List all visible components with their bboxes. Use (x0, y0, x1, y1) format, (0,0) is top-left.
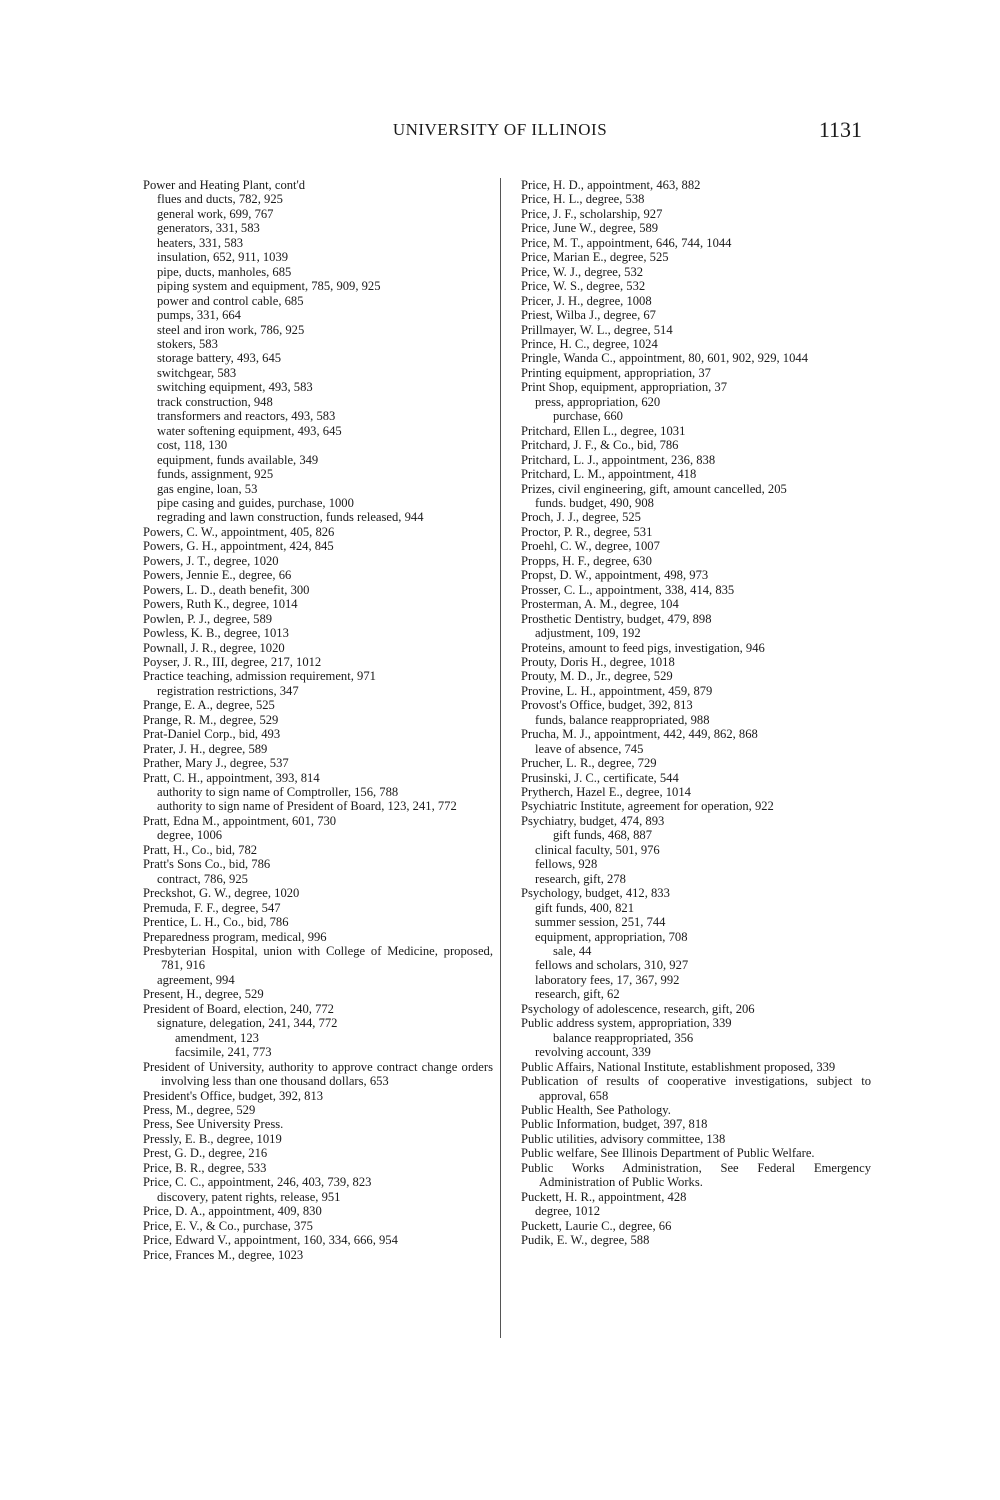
index-entry: Price, W. J., degree, 532 (521, 264, 644, 279)
index-entry: Presbyterian Hospital, union with College of Medicine, proposed, 781, 916 (143, 944, 493, 973)
index-entry: track construction, 948 (157, 394, 273, 409)
index-entry: Price, June W., degree, 589 (521, 221, 659, 236)
index-entry: contract, 786, 925 (157, 871, 248, 886)
index-entry: Preckshot, G. W., degree, 1020 (143, 886, 300, 901)
index-entry: Pratt, C. H., appointment, 393, 814 (143, 770, 320, 785)
index-entry: Prizes, civil engineering, gift, amount cancelled, 205 (521, 481, 787, 496)
index-entry: leave of absence, 745 (535, 741, 644, 756)
index-entry: Pownall, J. R., degree, 1020 (143, 640, 285, 655)
index-entry: water softening equipment, 493, 645 (157, 423, 342, 438)
index-entry: switchgear, 583 (157, 365, 237, 380)
index-entry: fellows and scholars, 310, 927 (535, 958, 689, 973)
index-entry: Prosser, C. L., appointment, 338, 414, 835 (521, 582, 735, 597)
index-entry: Proctor, P. R., degree, 531 (521, 524, 653, 539)
index-entry: signature, delegation, 241, 344, 772 (157, 1016, 338, 1031)
index-entry: purchase, 660 (553, 409, 623, 424)
index-entry: Powers, Ruth K., degree, 1014 (143, 597, 298, 612)
index-entry: equipment, funds available, 349 (157, 452, 319, 467)
index-entry: summer session, 251, 744 (535, 915, 666, 930)
index-entry: Puckett, Laurie C., degree, 66 (521, 1218, 672, 1233)
index-entry: regrading and lawn construction, funds released, 944 (157, 510, 424, 525)
index-entry: Price, H. L., degree, 538 (521, 192, 645, 207)
index-entry: Prather, Mary J., degree, 537 (143, 756, 289, 771)
index-entry: Pratt, Edna M., appointment, 601, 730 (143, 813, 337, 828)
index-entry: clinical faculty, 501, 976 (535, 842, 660, 857)
index-entry: degree, 1012 (535, 1204, 601, 1219)
index-entry: piping system and equipment, 785, 909, 925 (157, 279, 381, 294)
index-entry: Public welfare, See Illinois Department of Public Welfare. (521, 1146, 815, 1161)
index-entry: authority to sign name of Comptroller, 156, 788 (157, 785, 399, 800)
index-entry: Psychology of adolescence, research, gift, 206 (521, 1001, 755, 1016)
index-entry: discovery, patent rights, release, 951 (157, 1189, 341, 1204)
index-entry: Pritchard, L. J., appointment, 236, 838 (521, 452, 716, 467)
index-entry: press, appropriation, 620 (535, 394, 661, 409)
index-entry: Psychiatric Institute, agreement for operation, 922 (521, 799, 774, 814)
index-entry: switching equipment, 493, 583 (157, 380, 313, 395)
index-entry: Pritchard, J. F., & Co., bid, 786 (521, 438, 679, 453)
index-entry: pumps, 331, 664 (157, 308, 241, 323)
index-entry: Prouty, Doris H., degree, 1018 (521, 654, 675, 669)
index-entry: Price, Frances M., degree, 1023 (143, 1247, 304, 1262)
index-entry: Preparedness program, medical, 996 (143, 929, 327, 944)
index-entry: Price, Marian E., degree, 525 (521, 250, 669, 265)
index-entry: Public address system, appropriation, 339 (521, 1016, 732, 1031)
index-entry: Price, W. S., degree, 532 (521, 279, 646, 294)
index-entry: funds, assignment, 925 (157, 467, 274, 482)
index-entry: Prytherch, Hazel E., degree, 1014 (521, 785, 691, 800)
index-entry: Price, C. C., appointment, 246, 403, 739, 823 (143, 1175, 372, 1190)
index-entry: research, gift, 62 (535, 987, 620, 1002)
index-entry: Public utilities, advisory committee, 138 (521, 1131, 726, 1146)
index-entry: Prentice, L. H., Co., bid, 786 (143, 915, 289, 930)
index-entry: adjustment, 109, 192 (535, 626, 641, 641)
index-entry: Puckett, H. R., appointment, 428 (521, 1189, 687, 1204)
index-entry: Public Information, budget, 397, 818 (521, 1117, 708, 1132)
index-entry: Power and Heating Plant, cont'd (143, 178, 306, 192)
index-entry: Prange, E. A., degree, 525 (143, 698, 275, 713)
index-entry: Press, M., degree, 529 (143, 1103, 256, 1117)
index-entry: sale, 44 (553, 944, 592, 959)
index-entry: Public Affairs, National Institute, establishment proposed, 339 (521, 1059, 836, 1074)
index-entry: Powers, L. D., death benefit, 300 (143, 582, 310, 597)
index-entry: pipe casing and guides, purchase, 1000 (157, 495, 354, 510)
index-entry: balance reappropriated, 356 (553, 1030, 694, 1045)
index-entry: gift funds, 468, 887 (553, 828, 652, 843)
index-entry: cost, 118, 130 (157, 438, 228, 453)
index-entry: research, gift, 278 (535, 871, 626, 886)
index-entry: transformers and reactors, 493, 583 (157, 409, 336, 424)
index-entry: Pricer, J. H., degree, 1008 (521, 293, 652, 308)
index-entry: Price, D. A., appointment, 409, 830 (143, 1204, 322, 1219)
index-entry: Prat-Daniel Corp., bid, 493 (143, 727, 281, 742)
index-entry: Pudik, E. W., degree, 588 (521, 1233, 650, 1248)
index-entry: Prosthetic Dentistry, budget, 479, 898 (521, 611, 712, 626)
index-entry: Premuda, F. F., degree, 547 (143, 900, 281, 915)
index-entry: funds, balance reappropriated, 988 (535, 712, 710, 727)
index-entry: Prince, H. C., degree, 1024 (521, 336, 658, 351)
index-entry: Psychiatry, budget, 474, 893 (521, 813, 665, 828)
index-entry: general work, 699, 767 (157, 206, 274, 221)
index-entry: heaters, 331, 583 (157, 235, 244, 250)
index-entry: Public Works Administration, See Federal Emergency Administration of Public Works. (521, 1160, 871, 1190)
index-entry: Practice teaching, admission requirement, 971 (143, 669, 376, 684)
index-entry: Price, E. V., & Co., purchase, 375 (143, 1218, 313, 1233)
index-entry: Priest, Wilba J., degree, 67 (521, 308, 656, 323)
index-entry: Prucher, L. R., degree, 729 (521, 756, 657, 771)
index-entry: Price, Edward V., appointment, 160, 334, 666, 954 (143, 1233, 398, 1248)
index-entry: Price, J. F., scholarship, 927 (521, 206, 663, 221)
index-entry: laboratory fees, 17, 367, 992 (535, 972, 680, 987)
index-entry: Present, H., degree, 529 (143, 987, 264, 1002)
index-entry: Pressly, E. B., degree, 1019 (143, 1131, 282, 1146)
index-entry: degree, 1006 (157, 828, 223, 843)
index-entry: Proehl, C. W., degree, 1007 (521, 539, 660, 554)
index-entry: fellows, 928 (535, 857, 598, 872)
index-entry: Press, See University Press. (143, 1117, 284, 1132)
index-entry: President of University, authority to approve contract change orders involving less than one thousand dollars, 653 (143, 1059, 493, 1089)
column-divider (500, 178, 501, 1338)
index-entry: funds. budget, 490, 908 (535, 495, 654, 510)
index-entry: agreement, 994 (157, 972, 235, 987)
index-entry: generators, 331, 583 (157, 221, 260, 236)
index-entry: gas engine, loan, 53 (157, 481, 258, 496)
index-entry: Price, B. R., degree, 533 (143, 1160, 267, 1175)
index-entry: steel and iron work, 786, 925 (157, 322, 305, 337)
index-entry: Proch, J. J., degree, 525 (521, 510, 641, 525)
index-entry: registration restrictions, 347 (157, 683, 299, 698)
index-entry: Print Shop, equipment, appropriation, 37 (521, 380, 728, 395)
index-entry: Printing equipment, appropriation, 37 (521, 365, 711, 380)
index-entry: insulation, 652, 911, 1039 (157, 250, 289, 265)
running-header-title: UNIVERSITY OF ILLINOIS (392, 120, 608, 139)
index-entry: Poyser, J. R., III, degree, 217, 1012 (143, 654, 322, 669)
index-entry: Powless, K. B., degree, 1013 (143, 626, 289, 641)
index-entry: Prange, R. M., degree, 529 (143, 712, 279, 727)
index-entry: Powers, J. T., degree, 1020 (143, 553, 279, 568)
index-entry: Powers, Jennie E., degree, 66 (143, 568, 292, 583)
index-entry: President of Board, election, 240, 772 (143, 1001, 334, 1016)
index-entry: Psychology, budget, 412, 833 (521, 886, 670, 901)
index-entry: Pratt's Sons Co., bid, 786 (143, 857, 271, 872)
index-entry: stokers, 583 (157, 336, 218, 351)
index-entry: Price, M. T., appointment, 646, 744, 1044 (521, 235, 732, 250)
index-entry: Public Health, See Pathology. (521, 1103, 671, 1117)
index-entry: authority to sign name of President of Board, 123, 241, 772 (157, 799, 457, 814)
index-entry: power and control cable, 685 (157, 293, 304, 308)
index-entry: Prusinski, J. C., certificate, 544 (521, 770, 679, 785)
index-entry: facsimile, 241, 773 (175, 1045, 272, 1060)
index-entry: Powers, G. H., appointment, 424, 845 (143, 539, 334, 554)
index-entry: revolving account, 339 (535, 1045, 651, 1060)
index-entry: Proteins, amount to feed pigs, investigation, 946 (521, 640, 765, 655)
index-entry: Powers, C. W., appointment, 405, 826 (143, 524, 335, 539)
index-entry: Prosterman, A. M., degree, 104 (521, 597, 679, 612)
index-entry: Pringle, Wanda C., appointment, 80, 601, 902, 929, 1044 (521, 351, 808, 366)
index-entry: Propps, H. F., degree, 630 (521, 553, 652, 568)
index-entry: Propst, D. W., appointment, 498, 973 (521, 568, 709, 583)
index-entry: Prest, G. D., degree, 216 (143, 1146, 268, 1161)
page-number: 1131 (818, 117, 862, 142)
index-entry: Provost's Office, budget, 392, 813 (521, 698, 693, 713)
index-entry: Publication of results of cooperative investigations, subject to approval, 658 (521, 1074, 871, 1103)
index-entry: Prouty, M. D., Jr., degree, 529 (521, 669, 673, 684)
index-entry: Prillmayer, W. L., degree, 514 (521, 322, 673, 337)
index-entry: Pratt, H., Co., bid, 782 (143, 842, 258, 857)
index-entry: Price, H. D., appointment, 463, 882 (521, 178, 701, 192)
index-entry: storage battery, 493, 645 (157, 351, 282, 366)
index-entry: Powlen, P. J., degree, 589 (143, 611, 273, 626)
index-entry: President's Office, budget, 392, 813 (143, 1088, 324, 1103)
index-entry: Provine, L. H., appointment, 459, 879 (521, 683, 713, 698)
index-entry: equipment, appropriation, 708 (535, 929, 688, 944)
index-entry: Prater, J. H., degree, 589 (143, 741, 268, 756)
index-entry: gift funds, 400, 821 (535, 900, 634, 915)
index-column-right (521, 178, 871, 1248)
index-entry: amendment, 123 (175, 1030, 259, 1045)
index-column-left (143, 178, 493, 1262)
index-entry: pipe, ducts, manholes, 685 (157, 264, 292, 279)
index-entry: Pritchard, L. M., appointment, 418 (521, 467, 697, 482)
index-entry: flues and ducts, 782, 925 (157, 192, 283, 207)
index-entry: Pritchard, Ellen L., degree, 1031 (521, 423, 686, 438)
index-entry: Prucha, M. J., appointment, 442, 449, 862, 868 (521, 727, 758, 742)
